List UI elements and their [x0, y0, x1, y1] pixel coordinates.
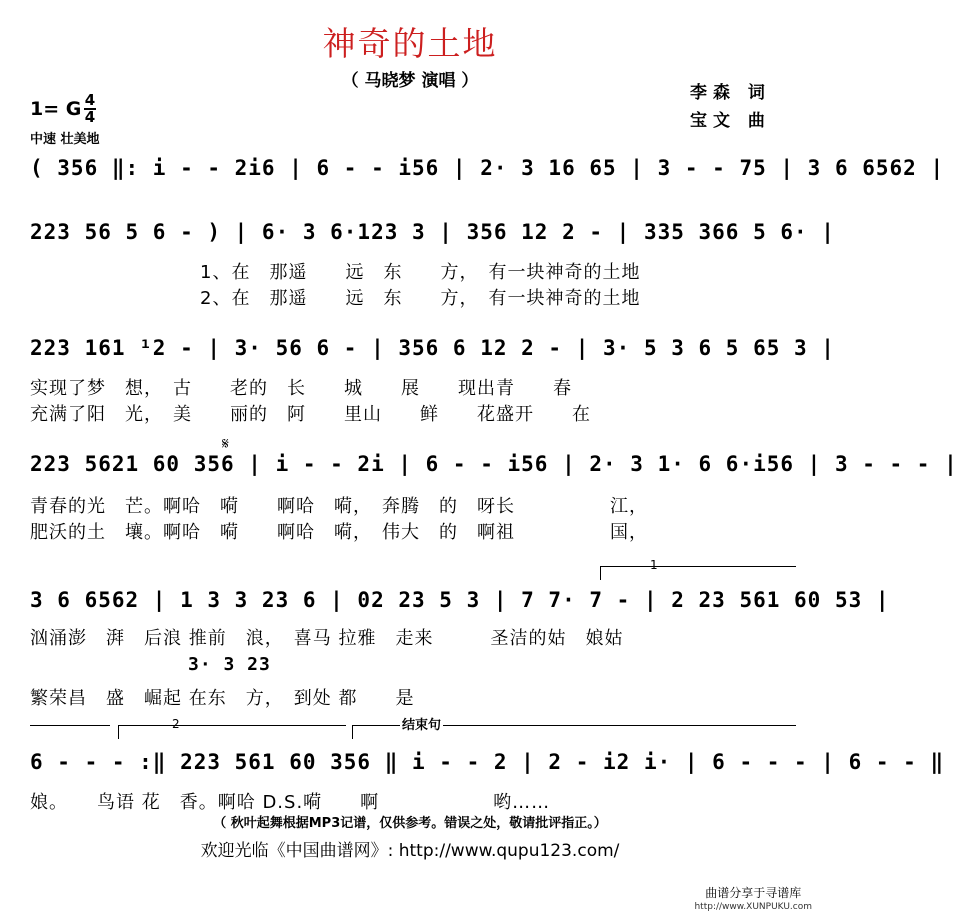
- segno-sign-icon: 𝄋: [222, 434, 229, 453]
- composer-credit: 宝文 曲: [690, 111, 771, 131]
- time-signature: 4 4: [84, 91, 96, 126]
- lyric-row-2-verse-1: 1、在 那遥 远 东 方， 有一块神奇的土地: [200, 262, 641, 283]
- notation-row-6: 6 - - - :‖ 223 561 60 356 ‖ i - - 2 | 2 - i2 i· | 6 - - - | 6 - - ‖: [30, 750, 945, 774]
- notation-row-2: 223 56 5 6 - ) | 6· 3 6·123 3 | 356 12 2 - | 335 366 5 6· |: [30, 220, 835, 244]
- notation-row-5: 3 6 6562 | 1 3 3 23 6 | 02 23 5 3 | 7 7· 7 - | 2 23 561 60 53 |: [30, 588, 890, 612]
- lyric-row-5-verse-1: 汹涌澎 湃 后浪 推前 浪， 喜马 拉雅 走来 圣洁的姑 娘姑: [30, 628, 624, 649]
- singer-credit: （ 马晓梦 演唱 ）: [341, 71, 479, 91]
- lyric-row-6: 娘。 鸟语 花 香。啊哈 D.S.嗬 啊 哟……: [30, 792, 551, 813]
- key-signature: 1= G: [30, 98, 82, 120]
- page-title: 神奇的土地: [322, 24, 498, 63]
- first-ending-number: 1: [650, 558, 658, 572]
- notation-row-1: ( 356 ‖: i - - 2i6 | 6 - - i56 | 2· 3 16 65 | 3 - - 75 | 3 6 6562 |: [30, 156, 945, 180]
- alternate-notes: 3· 3 23: [188, 654, 271, 675]
- second-ending-number: 2: [172, 717, 180, 731]
- lyric-row-3-verse-2: 充满了阳 光， 美 丽的 阿 里山 鲜 花盛开 在: [30, 404, 591, 425]
- notation-row-4: 223 5621 60 356 | i - - 2i | 6 - - i56 | 2· 3 1· 6 6·i56 | 3 - - - |: [30, 452, 958, 476]
- lyric-row-2-verse-2: 2、在 那遥 远 东 方， 有一块神奇的土地: [200, 288, 641, 309]
- second-ending-bracket: [118, 725, 346, 726]
- watermark-line-2: http://www.XUNPUKU.com: [694, 902, 812, 912]
- coda-label: 结束句: [400, 714, 443, 733]
- first-ending-bracket-leg: [600, 566, 601, 580]
- transcription-note: （ 秋叶起舞根据MP3记谱，仅供参考。错误之处，敬请批评指正。）: [213, 816, 607, 831]
- first-ending-bracket: [600, 566, 796, 567]
- first-ending-continuation: [30, 725, 110, 726]
- lyricist-credit: 李森 词: [690, 83, 771, 103]
- lyric-row-3-verse-1: 实现了梦 想， 古 老的 长 城 展 现出青 春: [30, 378, 572, 399]
- second-ending-bracket-leg: [118, 725, 119, 739]
- coda-bracket-leg: [352, 725, 353, 739]
- lyric-row-4-verse-1: 青春的光 芒。啊哈 嗬 啊哈 嗬， 奔腾 的 呀长 江，: [30, 496, 648, 517]
- tempo-marking: 中速 壮美地: [30, 132, 100, 147]
- notation-row-3: 223 161 ¹2 - | 3· 56 6 - | 356 6 12 2 - | 3· 5 3 6 5 65 3 |: [30, 336, 835, 360]
- lyric-row-4-verse-2: 肥沃的土 壤。啊哈 嗬 啊哈 嗬， 伟大 的 啊祖 国，: [30, 522, 648, 543]
- watermark: [694, 886, 812, 914]
- lyric-row-5-verse-2: 繁荣昌 盛 崛起 在东 方， 到处 都 是: [30, 688, 415, 709]
- watermark-line-1: 曲谱分享于寻谱库: [705, 886, 802, 900]
- website-link[interactable]: 欢迎光临《中国曲谱网》: http://www.qupu123.com/: [200, 841, 620, 861]
